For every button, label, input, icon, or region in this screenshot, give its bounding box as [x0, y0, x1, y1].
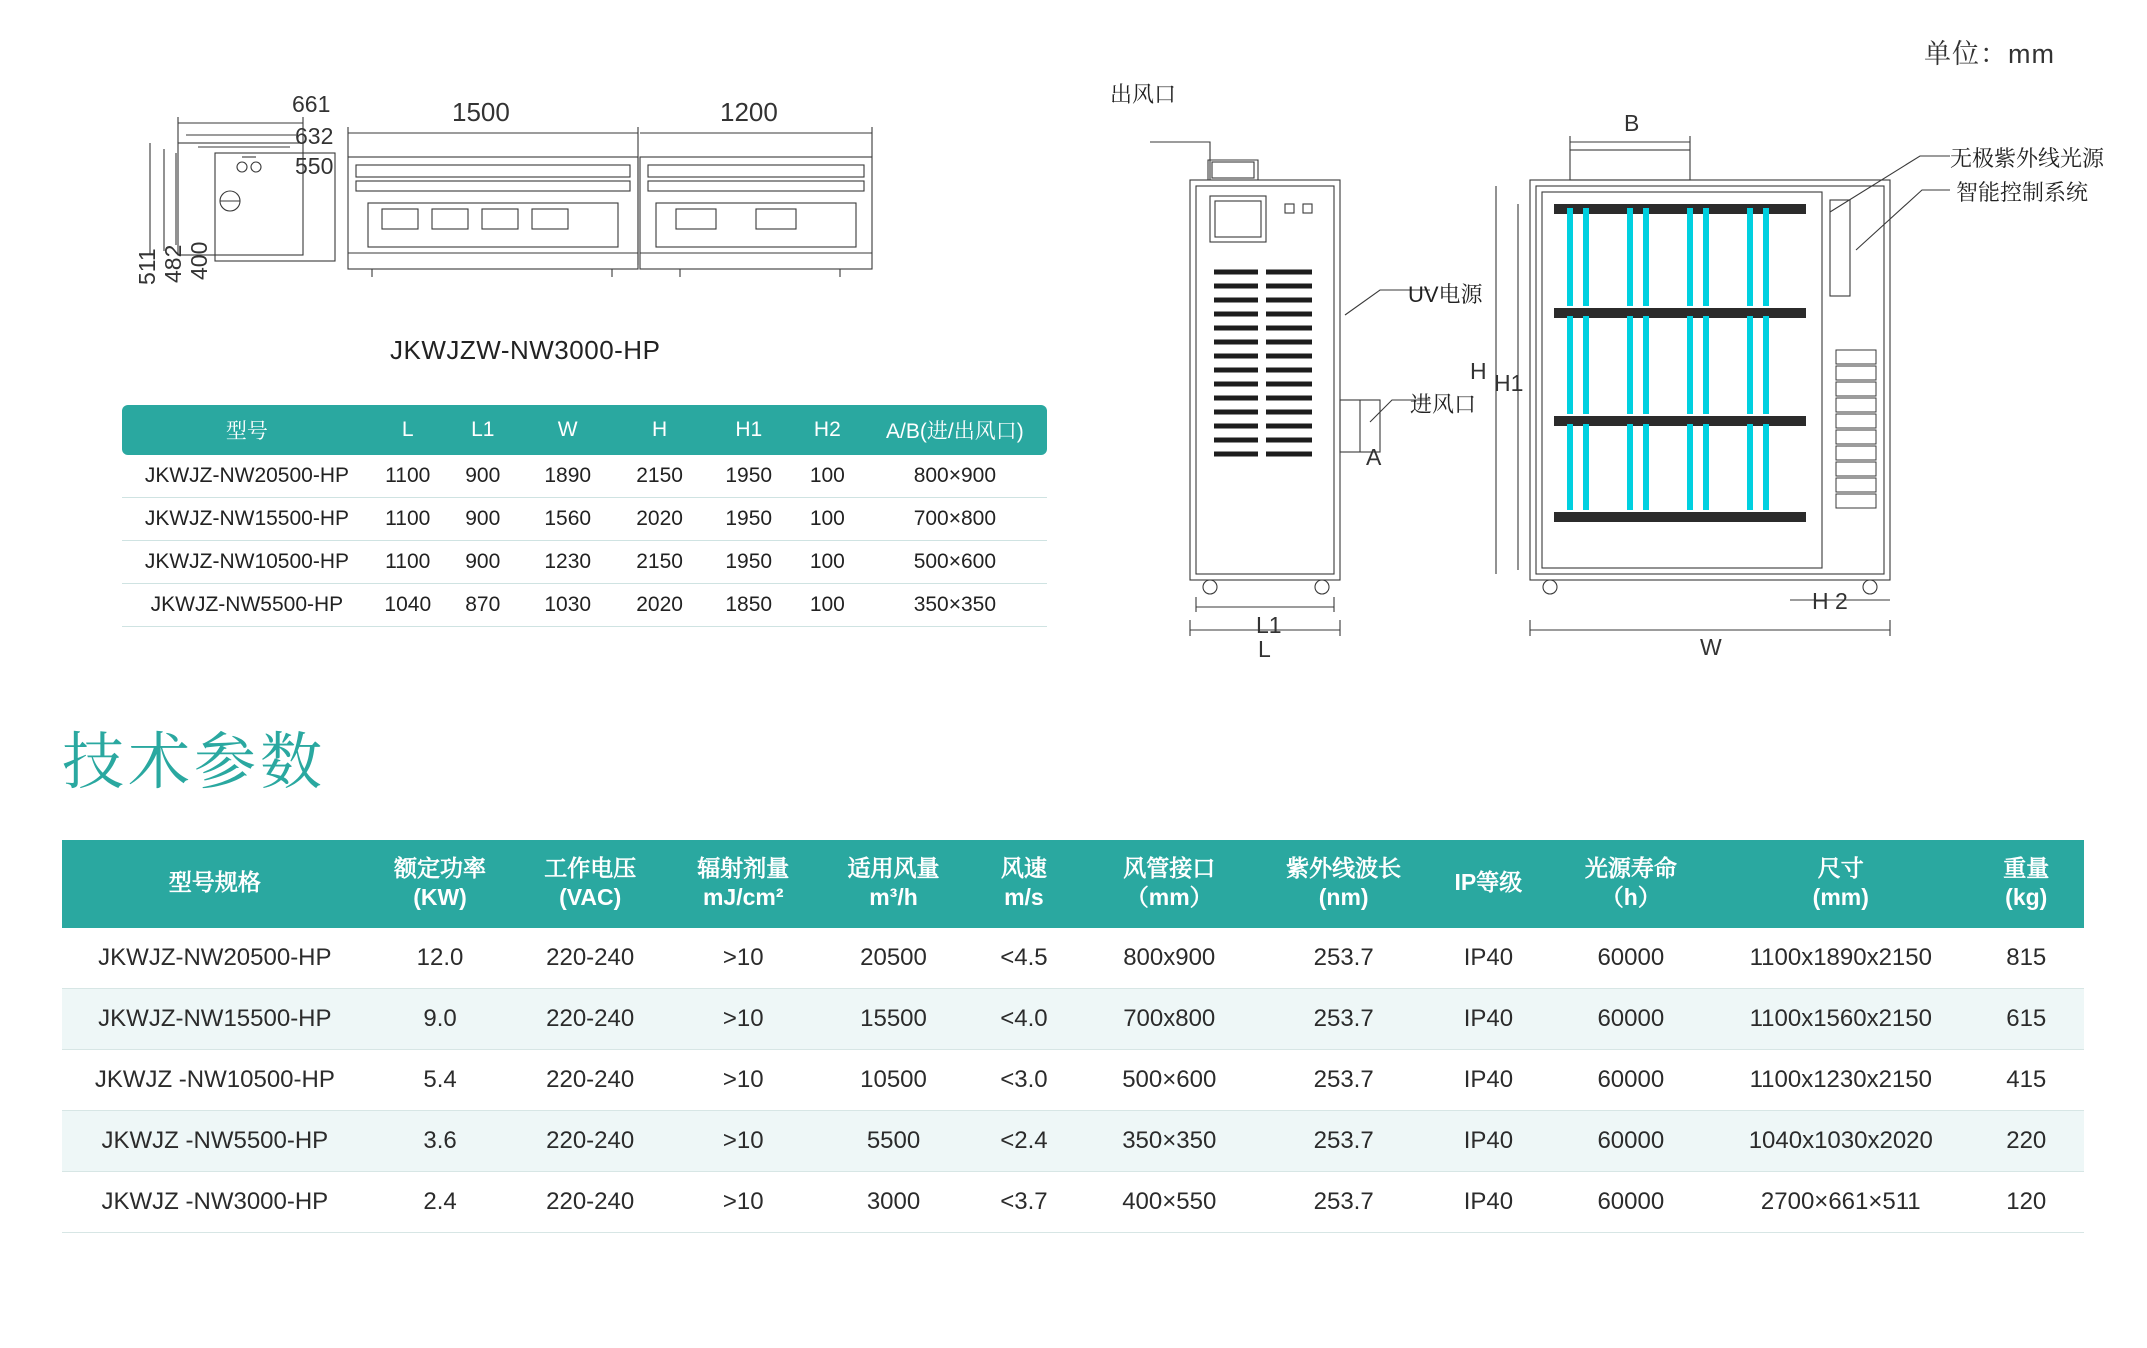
- cell-windspeed: <4.0: [969, 988, 1080, 1049]
- cell-duct: 500×600: [1079, 1049, 1259, 1110]
- cell-ip: IP40: [1428, 1171, 1548, 1232]
- cell-voltage: 220-240: [512, 1110, 668, 1171]
- cell-ip: IP40: [1428, 928, 1548, 989]
- col-duct-line1: 风管接口: [1123, 855, 1216, 881]
- cell-ab: 500×600: [863, 541, 1047, 584]
- page-title: 技术参数: [62, 728, 327, 797]
- cell-wavelength: 253.7: [1259, 988, 1428, 1049]
- cell-voltage: 220-240: [512, 1049, 668, 1110]
- cell-h2: 100: [792, 584, 863, 627]
- cell-model: JKWJZ -NW3000-HP: [62, 1171, 368, 1232]
- col-duct: [1079, 840, 1259, 928]
- cell-size: 2700×661×511: [1713, 1171, 1968, 1232]
- cell-dose: >10: [668, 1110, 819, 1171]
- col-wavelength: [1259, 840, 1428, 928]
- cell-wavelength: 253.7: [1259, 1049, 1428, 1110]
- cell-duct: 800x900: [1079, 928, 1259, 989]
- dim-511: 511: [134, 248, 160, 285]
- cell-dose: >10: [668, 1049, 819, 1110]
- cell-voltage: 220-240: [512, 1171, 668, 1232]
- dim-550: 550: [295, 153, 334, 179]
- col-airflow: [819, 840, 969, 928]
- col-lamplife: [1549, 840, 1713, 928]
- cell-h1: 1850: [706, 584, 792, 627]
- col-duct-line2: （mm）: [1125, 883, 1213, 910]
- cell-weight: 615: [1969, 988, 2084, 1049]
- col-windspeed: [969, 840, 1080, 928]
- cell-h: 2020: [614, 498, 706, 541]
- cell-l1: 900: [444, 541, 522, 584]
- cell-dose: >10: [668, 988, 819, 1049]
- cell-l1: 900: [444, 498, 522, 541]
- cell-windspeed: <3.7: [969, 1171, 1080, 1232]
- cell-h2: 100: [792, 498, 863, 541]
- col-lamplife-line1: 光源寿命: [1584, 855, 1677, 881]
- dim-400: 400: [186, 241, 212, 280]
- cell-lamplife: 60000: [1549, 1110, 1713, 1171]
- cell-l: 1100: [372, 498, 444, 541]
- cell-airflow: 3000: [819, 1171, 969, 1232]
- cell-windspeed: <4.5: [969, 928, 1080, 989]
- dim-L: L: [1258, 636, 1271, 662]
- cell-model: JKWJZ -NW10500-HP: [62, 1049, 368, 1110]
- dim-632: 632: [295, 123, 334, 149]
- dimension-table: [122, 405, 1047, 627]
- dimension-col-h1: H1: [706, 405, 792, 455]
- cell-w: 1560: [522, 498, 614, 541]
- dim-H1: H1: [1494, 370, 1524, 396]
- cell-weight: 815: [1969, 928, 2084, 989]
- dim-1200: 1200: [720, 97, 778, 127]
- table-row: [122, 498, 1047, 541]
- table-row: [62, 988, 2084, 1049]
- cell-model: JKWJZ-NW20500-HP: [122, 455, 372, 498]
- cell-wavelength: 253.7: [1259, 928, 1428, 989]
- cell-model: JKWJZ-NW10500-HP: [122, 541, 372, 584]
- col-voltage-line2: (VAC): [559, 883, 622, 910]
- dim-1500: 1500: [452, 97, 510, 127]
- col-size-line2: (mm): [1812, 883, 1869, 910]
- cell-size: 1040x1030x2020: [1713, 1110, 1968, 1171]
- dim-H2: H 2: [1812, 588, 1848, 614]
- cell-weight: 220: [1969, 1110, 2084, 1171]
- units-label: 单位：mm: [1924, 39, 2055, 69]
- left-drawing-caption: JKWJZW-NW3000-HP: [390, 335, 661, 365]
- cell-h2: 100: [792, 455, 863, 498]
- table-row: [122, 584, 1047, 627]
- cell-lamplife: 60000: [1549, 1049, 1713, 1110]
- cell-model: JKWJZ -NW5500-HP: [62, 1110, 368, 1171]
- dim-B: B: [1624, 110, 1640, 136]
- cell-lamplife: 60000: [1549, 928, 1713, 989]
- cell-voltage: 220-240: [512, 988, 668, 1049]
- tech-parameter-table: [62, 840, 2084, 1233]
- cell-h: 2150: [614, 541, 706, 584]
- cell-power: 9.0: [368, 988, 513, 1049]
- cell-w: 1030: [522, 584, 614, 627]
- cell-airflow: 15500: [819, 988, 969, 1049]
- col-power: [368, 840, 513, 928]
- tech-parameter-table-wrapper: [62, 840, 2084, 1233]
- cell-ip: IP40: [1428, 988, 1548, 1049]
- right-drawing-svg: [1130, 100, 2100, 660]
- callout-uv-power: UV电源: [1408, 282, 1483, 307]
- col-voltage: [512, 840, 668, 928]
- cell-w: 1230: [522, 541, 614, 584]
- cell-model: JKWJZ-NW20500-HP: [62, 928, 368, 989]
- cell-h: 2020: [614, 584, 706, 627]
- cell-lamplife: 60000: [1549, 988, 1713, 1049]
- col-wavelength-line2: (nm): [1318, 883, 1369, 910]
- dimension-table-header-row: [122, 405, 1047, 455]
- left-technical-drawing: [120, 91, 1040, 395]
- table-row: [122, 455, 1047, 498]
- cell-power: 12.0: [368, 928, 513, 989]
- cell-windspeed: <2.4: [969, 1110, 1080, 1171]
- cell-airflow: 10500: [819, 1049, 969, 1110]
- dimension-col-l: L: [372, 405, 444, 455]
- cell-h2: 100: [792, 541, 863, 584]
- cell-size: 1100x1890x2150: [1713, 928, 1968, 989]
- cell-power: 2.4: [368, 1171, 513, 1232]
- cell-ab: 350×350: [863, 584, 1047, 627]
- callout-control-system: 智能控制系统: [1956, 180, 2089, 205]
- callout-air-inlet: 进风口: [1410, 392, 1477, 417]
- cell-ab: 700×800: [863, 498, 1047, 541]
- cell-h: 2150: [614, 455, 706, 498]
- col-dose-line2: mJ/cm²: [702, 883, 784, 910]
- callout-uv-lamp: 无极紫外线光源: [1950, 146, 2105, 171]
- cell-dose: >10: [668, 1171, 819, 1232]
- dim-H: H: [1470, 358, 1487, 384]
- cell-lamplife: 60000: [1549, 1171, 1713, 1232]
- cell-h1: 1950: [706, 541, 792, 584]
- col-size-line1: 尺寸: [1817, 855, 1864, 881]
- dimension-col-ab: A/B(进/出风口): [863, 405, 1047, 455]
- dim-482: 482: [160, 244, 186, 283]
- cell-model: JKWJZ-NW15500-HP: [122, 498, 372, 541]
- col-airflow-line1: 适用风量: [847, 855, 940, 881]
- cell-duct: 700x800: [1079, 988, 1259, 1049]
- cell-l: 1040: [372, 584, 444, 627]
- cell-h1: 1950: [706, 455, 792, 498]
- col-ip: [1428, 840, 1548, 928]
- dim-A: A: [1366, 444, 1382, 470]
- col-windspeed-line2: m/s: [1004, 883, 1044, 910]
- dim-661: 661: [292, 91, 331, 117]
- tech-table-header-row: [62, 840, 2084, 928]
- cell-voltage: 220-240: [512, 928, 668, 989]
- col-wavelength-line1: 紫外线波长: [1286, 855, 1402, 881]
- cell-size: 1100x1560x2150: [1713, 988, 1968, 1049]
- cell-duct: 350×350: [1079, 1110, 1259, 1171]
- col-weight-line2: (kg): [2005, 883, 2048, 910]
- cell-l1: 870: [444, 584, 522, 627]
- cell-weight: 415: [1969, 1049, 2084, 1110]
- col-model: [62, 840, 368, 928]
- callout-air-outlet: 出风口: [1110, 82, 1177, 107]
- cell-wavelength: 253.7: [1259, 1171, 1428, 1232]
- cell-ip: IP40: [1428, 1110, 1548, 1171]
- table-row: [62, 1110, 2084, 1171]
- cell-l: 1100: [372, 541, 444, 584]
- cell-ab: 800×900: [863, 455, 1047, 498]
- dimension-col-h2: H2: [792, 405, 863, 455]
- col-lamplife-line2: （h）: [1600, 883, 1661, 910]
- table-row: [62, 1049, 2084, 1110]
- right-technical-drawing: [1110, 82, 2105, 662]
- dimension-col-w: W: [522, 405, 614, 455]
- col-airflow-line2: m³/h: [869, 883, 918, 910]
- cell-w: 1890: [522, 455, 614, 498]
- cell-ip: IP40: [1428, 1049, 1548, 1110]
- cell-wavelength: 253.7: [1259, 1110, 1428, 1171]
- dimension-col-l1: L1: [444, 405, 522, 455]
- cell-power: 5.4: [368, 1049, 513, 1110]
- col-ip-line1: IP等级: [1454, 869, 1523, 896]
- cell-power: 3.6: [368, 1110, 513, 1171]
- table-row: [122, 541, 1047, 584]
- cell-model: JKWJZ-NW5500-HP: [122, 584, 372, 627]
- col-weight-line1: 重量: [2003, 855, 2050, 881]
- cell-duct: 400×550: [1079, 1171, 1259, 1232]
- col-windspeed-line1: 风速: [1000, 855, 1047, 881]
- cell-weight: 120: [1969, 1171, 2084, 1232]
- cell-size: 1100x1230x2150: [1713, 1049, 1968, 1110]
- col-weight: [1969, 840, 2084, 928]
- col-voltage-line1: 工作电压: [544, 855, 637, 881]
- col-dose-line1: 辐射剂量: [697, 855, 790, 881]
- cell-dose: >10: [668, 928, 819, 989]
- cell-windspeed: <3.0: [969, 1049, 1080, 1110]
- dimension-col-h: H: [614, 405, 706, 455]
- dim-L1: L1: [1256, 612, 1282, 638]
- table-row: [62, 928, 2084, 989]
- cell-airflow: 5500: [819, 1110, 969, 1171]
- cell-h1: 1950: [706, 498, 792, 541]
- col-power-line2: (KW): [413, 883, 467, 910]
- table-row: [62, 1171, 2084, 1232]
- cell-model: JKWJZ-NW15500-HP: [62, 988, 368, 1049]
- col-model-line1: 型号规格: [168, 869, 261, 896]
- cell-l: 1100: [372, 455, 444, 498]
- dim-W: W: [1700, 634, 1722, 660]
- dimension-col-model: 型号: [122, 405, 372, 455]
- col-size: [1713, 840, 1968, 928]
- col-power-line1: 额定功率: [394, 855, 487, 881]
- cell-airflow: 20500: [819, 928, 969, 989]
- cell-l1: 900: [444, 455, 522, 498]
- col-dose: [668, 840, 819, 928]
